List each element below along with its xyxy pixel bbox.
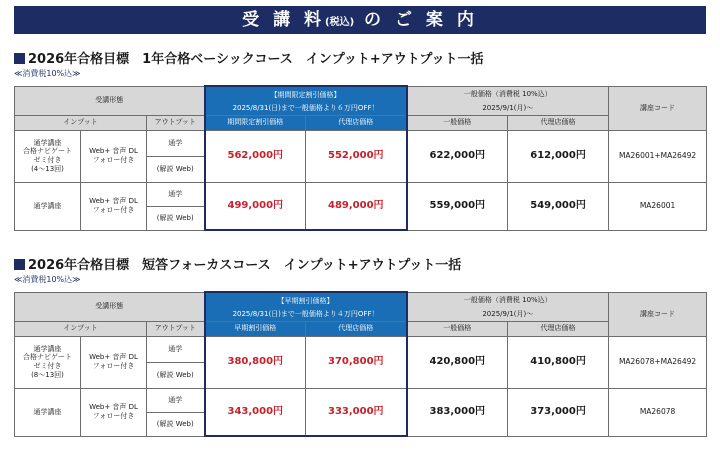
header-campaign-agent: 代理店価格 bbox=[306, 321, 407, 336]
course-code: MA26078 bbox=[609, 388, 707, 436]
table-row bbox=[15, 388, 707, 412]
square-bullet-icon bbox=[14, 259, 25, 270]
general-price: 559,000円 bbox=[407, 182, 508, 230]
course-code: MA26001 bbox=[609, 182, 707, 230]
course-code: MA26078+MA26492 bbox=[609, 336, 707, 388]
input-cell: 通学講座 合格ナビゲート ゼミ付き (8～13回) bbox=[15, 336, 81, 388]
course-title-text: 2026年合格目標 1年合格ベーシックコース インプット+アウトプット一括 bbox=[28, 52, 484, 67]
general-price: 383,000円 bbox=[407, 388, 508, 436]
banner-title: 受 講 料 bbox=[242, 10, 325, 30]
header-general-agent: 代理店価格 bbox=[508, 115, 609, 130]
mode-cell: Web+ 音声 DL フォロー付き bbox=[81, 130, 147, 182]
mode-cell: Web+ 音声 DL フォロー付き bbox=[81, 182, 147, 230]
general-price: 622,000円 bbox=[407, 130, 508, 182]
general-agent-price: 410,800円 bbox=[508, 336, 609, 388]
square-bullet-icon bbox=[14, 53, 25, 64]
header-campaign-title: 【早期割引価格】 bbox=[205, 292, 407, 309]
output-web: (解説 Web) bbox=[147, 206, 205, 230]
header-campaign-agent: 代理店価格 bbox=[306, 115, 407, 130]
header-general-title: 一般価格（消費税 10%込） bbox=[407, 86, 609, 103]
price-table bbox=[14, 85, 707, 231]
course-title bbox=[14, 48, 483, 67]
header-form: 受講形態 bbox=[15, 292, 205, 321]
output-classroom: 通学 bbox=[147, 130, 205, 156]
mode-cell: Web+ 音声 DL フォロー付き bbox=[81, 336, 147, 388]
campaign-agent-price: 552,000円 bbox=[306, 130, 407, 182]
input-cell: 通学講座 bbox=[15, 182, 81, 230]
campaign-agent-price: 489,000円 bbox=[306, 182, 407, 230]
header-code: 講座コード bbox=[609, 86, 707, 130]
header-input: インプット bbox=[15, 321, 147, 336]
course-title-text: 2026年合格目標 短答フォーカスコース インプット+アウトプット一括 bbox=[28, 258, 462, 273]
page-banner bbox=[14, 6, 706, 34]
table-row bbox=[15, 130, 707, 156]
output-classroom: 通学 bbox=[147, 336, 205, 362]
header-output: アウトプット bbox=[147, 115, 205, 130]
campaign-price: 499,000円 bbox=[205, 182, 306, 230]
tax-note: ≪消費税10%込≫ bbox=[14, 275, 81, 284]
campaign-agent-price: 333,000円 bbox=[306, 388, 407, 436]
banner-title-suffix: の ご 案 内 bbox=[354, 10, 478, 30]
header-campaign-title: 【期間限定割引価格】 bbox=[205, 86, 407, 103]
input-cell: 通学講座 合格ナビゲート ゼミ付き (4～13回) bbox=[15, 130, 81, 182]
campaign-agent-price: 370,800円 bbox=[306, 336, 407, 388]
general-agent-price: 549,000円 bbox=[508, 182, 609, 230]
header-general-title: 一般価格（消費税 10%込） bbox=[407, 292, 609, 309]
output-classroom: 通学 bbox=[147, 388, 205, 412]
campaign-price: 562,000円 bbox=[205, 130, 306, 182]
header-campaign-price: 早期割引価格 bbox=[205, 321, 306, 336]
header-general-agent: 代理店価格 bbox=[508, 321, 609, 336]
campaign-price: 343,000円 bbox=[205, 388, 306, 436]
header-input: インプット bbox=[15, 115, 147, 130]
price-table bbox=[14, 291, 707, 437]
input-cell: 通学講座 bbox=[15, 388, 81, 436]
tax-note: ≪消費税10%込≫ bbox=[14, 69, 81, 78]
output-classroom: 通学 bbox=[147, 182, 205, 206]
course-title bbox=[14, 254, 461, 273]
output-web: (解説 Web) bbox=[147, 362, 205, 388]
header-general-date: 2025/9/1(月)～ bbox=[407, 309, 609, 321]
general-price: 420,800円 bbox=[407, 336, 508, 388]
campaign-price: 380,800円 bbox=[205, 336, 306, 388]
header-code: 講座コード bbox=[609, 292, 707, 336]
header-output: アウトプット bbox=[147, 321, 205, 336]
table-row bbox=[15, 182, 707, 206]
mode-cell: Web+ 音声 DL フォロー付き bbox=[81, 388, 147, 436]
header-form: 受講形態 bbox=[15, 86, 205, 115]
header-general-price: 一般価格 bbox=[407, 321, 508, 336]
output-web: (解説 Web) bbox=[147, 412, 205, 436]
header-general-price: 一般価格 bbox=[407, 115, 508, 130]
header-campaign-price: 期間限定割引価格 bbox=[205, 115, 306, 130]
banner-tax-label: (税込) bbox=[325, 17, 355, 28]
header-campaign-note: 2025/8/31(日)まで一般価格より６万円OFF！ bbox=[205, 103, 407, 115]
general-agent-price: 373,000円 bbox=[508, 388, 609, 436]
output-web: (解説 Web) bbox=[147, 156, 205, 182]
general-agent-price: 612,000円 bbox=[508, 130, 609, 182]
header-campaign-note: 2025/8/31(日)まで一般価格より４万円OFF！ bbox=[205, 309, 407, 321]
course-code: MA26001+MA26492 bbox=[609, 130, 707, 182]
header-general-date: 2025/9/1(月)～ bbox=[407, 103, 609, 115]
table-row bbox=[15, 336, 707, 362]
